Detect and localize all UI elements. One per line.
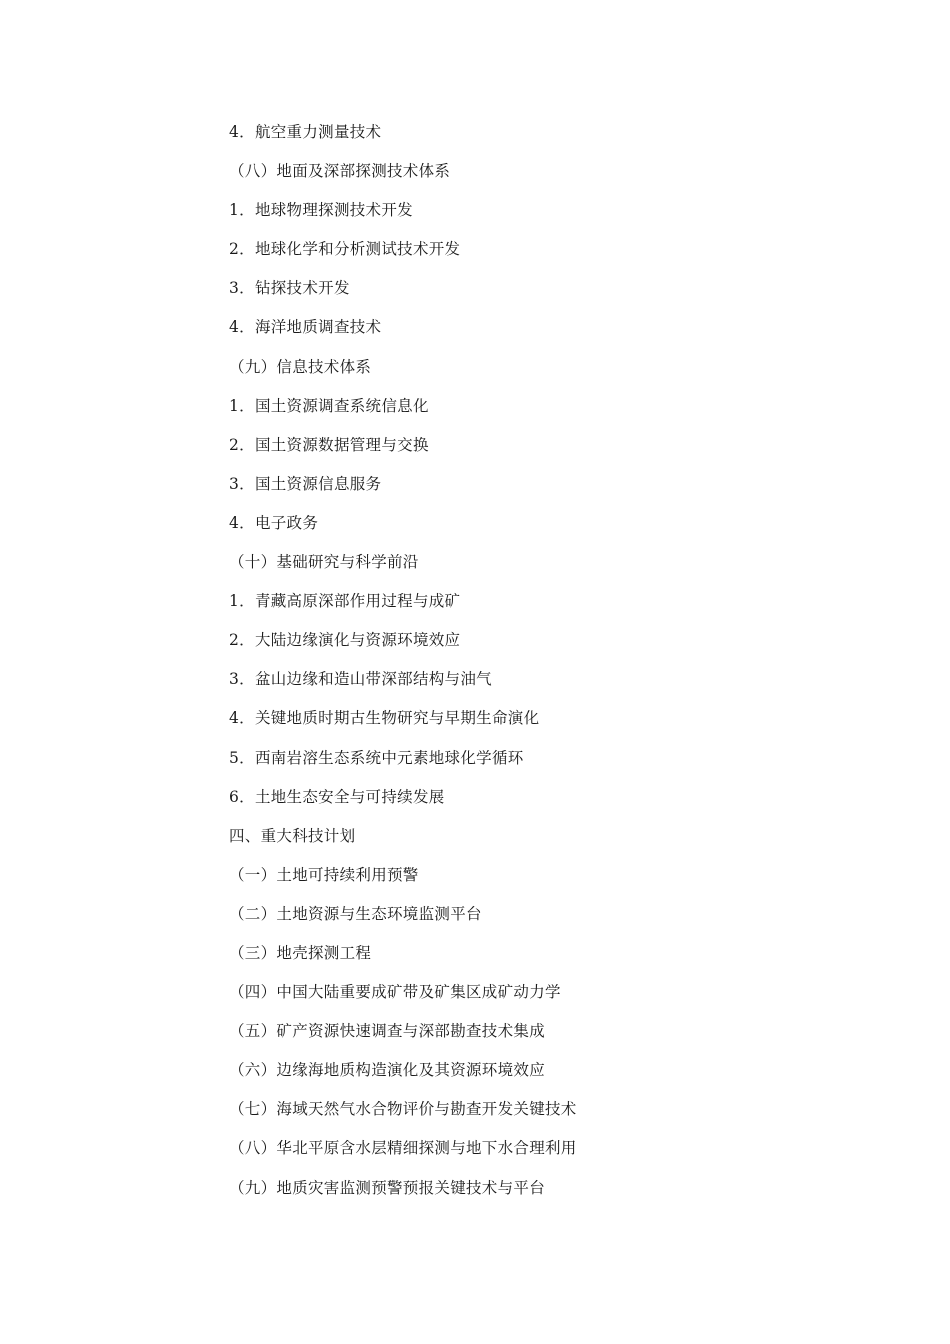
outline-item: （九）信息技术体系 [229,357,372,376]
outline-item: （五）矿产资源快速调查与深部勘查技术集成 [229,1022,546,1041]
outline-list [229,120,869,1215]
outline-item: 4．航空重力测量技术 [229,123,382,141]
outline-item: 4．电子政务 [229,513,319,532]
outline-item: 1．国土资源调查系统信息化 [229,396,429,415]
outline-item: 2．大陆边缘演化与资源环境效应 [229,631,461,650]
outline-item: 3．盆山边缘和造山带深部结构与油气 [229,670,492,689]
outline-item: 2．地球化学和分析测试技术开发 [229,240,461,259]
outline-item: 3．国土资源信息服务 [229,474,382,493]
outline-item: （七）海域天然气水合物评价与勘查开发关键技术 [229,1100,577,1119]
outline-item: （九）地质灾害监测预警预报关键技术与平台 [229,1178,546,1197]
outline-item: （八）华北平原含水层精细探测与地下水合理利用 [229,1139,577,1158]
outline-item: （八）地面及深部探测技术体系 [229,162,451,181]
outline-item: （二）土地资源与生态环境监测平台 [229,904,482,923]
outline-item: 1．地球物理探测技术开发 [229,201,413,220]
outline-item: （六）边缘海地质构造演化及其资源环境效应 [229,1061,546,1080]
outline-item: 6．土地生态安全与可持续发展 [229,787,445,806]
outline-item: 4．关键地质时期古生物研究与早期生命演化 [229,709,540,728]
outline-item: 4．海洋地质调查技术 [229,318,382,337]
section-heading: 四、重大科技计划 [229,826,356,845]
outline-item: 2．国土资源数据管理与交换 [229,435,429,454]
outline-item: 1．青藏高原深部作用过程与成矿 [229,592,461,611]
outline-item: （十）基础研究与科学前沿 [229,553,419,572]
outline-item: （一）土地可持续利用预警 [229,865,419,884]
outline-item: （四）中国大陆重要成矿带及矿集区成矿动力学 [229,983,561,1002]
outline-item: （三）地壳探测工程 [229,943,372,962]
outline-item: 5．西南岩溶生态系统中元素地球化学循环 [229,748,524,767]
outline-item: 3．钻探技术开发 [229,279,350,298]
